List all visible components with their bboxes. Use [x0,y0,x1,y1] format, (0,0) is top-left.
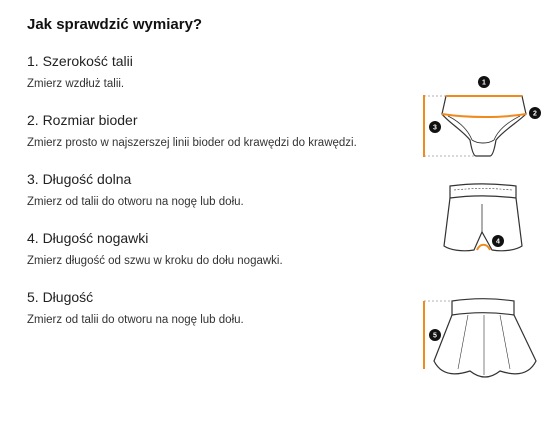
badge-1-icon [478,76,490,88]
section-waist-width [27,52,417,92]
badge-3-icon [429,121,441,133]
section-heading: 3. Długość dolna [27,171,132,187]
section-heading: 4. Długość nogawki [27,230,149,246]
svg-text:5: 5 [433,332,437,340]
section-hip-size [27,111,417,151]
section-leg-length [27,229,417,269]
svg-text:2: 2 [533,110,537,118]
shorts-diagram-icon [432,180,532,265]
section-description: Zmierz od talii do otworu na nogę lub dołu. [27,314,244,326]
page-title: Jak sprawdzić wymiary? [27,16,203,33]
svg-text:1: 1 [482,79,486,87]
section-heading: 5. Długość [27,289,94,305]
svg-text:3: 3 [433,124,437,132]
section-length [27,288,417,328]
section-heading: 1. Szerokość talii [27,53,133,69]
badge-4-icon [492,235,504,247]
badge-2-icon [529,107,541,119]
svg-text:4: 4 [496,238,500,246]
section-description: Zmierz długość od szwu w kroku do dołu nogawki. [27,255,283,267]
briefs-diagram-icon [418,70,548,162]
skirt-diagram-icon [418,295,548,380]
badge-5-icon [429,329,441,341]
section-heading: 2. Rozmiar bioder [27,112,138,128]
section-description: Zmierz od talii do otworu na nogę lub dołu. [27,196,244,208]
section-description: Zmierz wzdłuż talii. [27,78,125,90]
section-description: Zmierz prosto w najszerszej linii bioder od krawędzi do krawędzi. [27,137,357,149]
section-bottom-length [27,170,417,210]
